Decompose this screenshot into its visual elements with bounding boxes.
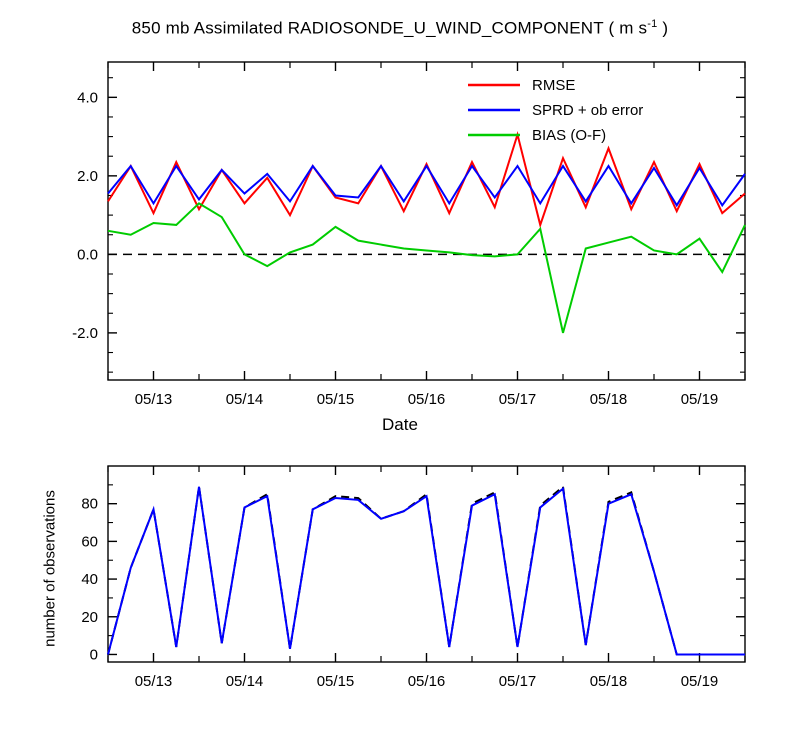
legend-label: RMSE <box>532 77 576 94</box>
series-line-bias-o-f- <box>108 203 745 333</box>
legend-label: BIAS (O-F) <box>532 127 607 144</box>
xtick-label: 05/18 <box>589 673 628 690</box>
xtick-label: 05/15 <box>316 673 355 690</box>
bottom-panel <box>81 466 745 690</box>
xtick-label: 05/13 <box>134 673 173 690</box>
chart-title <box>0 18 800 39</box>
ytick-label: 40 <box>81 571 98 589</box>
ytick-label: 2.0 <box>77 167 98 185</box>
top-panel-xaxis-label: Date <box>382 415 418 434</box>
xtick-label: 05/13 <box>134 391 173 408</box>
ytick-label: 20 <box>81 608 98 626</box>
chart-title-exponent: -1 <box>647 18 658 30</box>
ytick-label: -2.0 <box>72 324 98 342</box>
xtick-label: 05/14 <box>225 391 264 408</box>
xtick-label: 05/17 <box>498 391 537 408</box>
ytick-label: 4.0 <box>77 89 98 107</box>
legend-label: SPRD + ob error <box>532 102 644 119</box>
chart-title-main: 850 mb Assimilated RADIOSONDE_U_WIND_COMPONENT ( m s <box>131 18 648 38</box>
top-panel-group-frame <box>108 62 745 380</box>
ytick-label: 80 <box>81 495 98 513</box>
xtick-label: 05/14 <box>225 673 264 690</box>
ytick-label: 0.0 <box>77 246 98 264</box>
ytick-label: 60 <box>81 533 98 551</box>
top-panel <box>72 62 745 408</box>
series-line-used <box>108 487 745 655</box>
chart-title-suffix: ) <box>657 18 669 38</box>
xtick-label: 05/16 <box>407 673 446 690</box>
series-line-rmse <box>108 135 745 225</box>
xtick-label: 05/18 <box>589 391 628 408</box>
xtick-label: 05/19 <box>680 673 719 690</box>
xtick-label: 05/19 <box>680 391 719 408</box>
ytick-label: 0 <box>89 646 98 664</box>
xtick-label: 05/16 <box>407 391 446 408</box>
bottom-panel-yaxis-label: number of observations <box>41 490 59 647</box>
xtick-label: 05/15 <box>316 391 355 408</box>
xtick-label: 05/17 <box>498 673 537 690</box>
